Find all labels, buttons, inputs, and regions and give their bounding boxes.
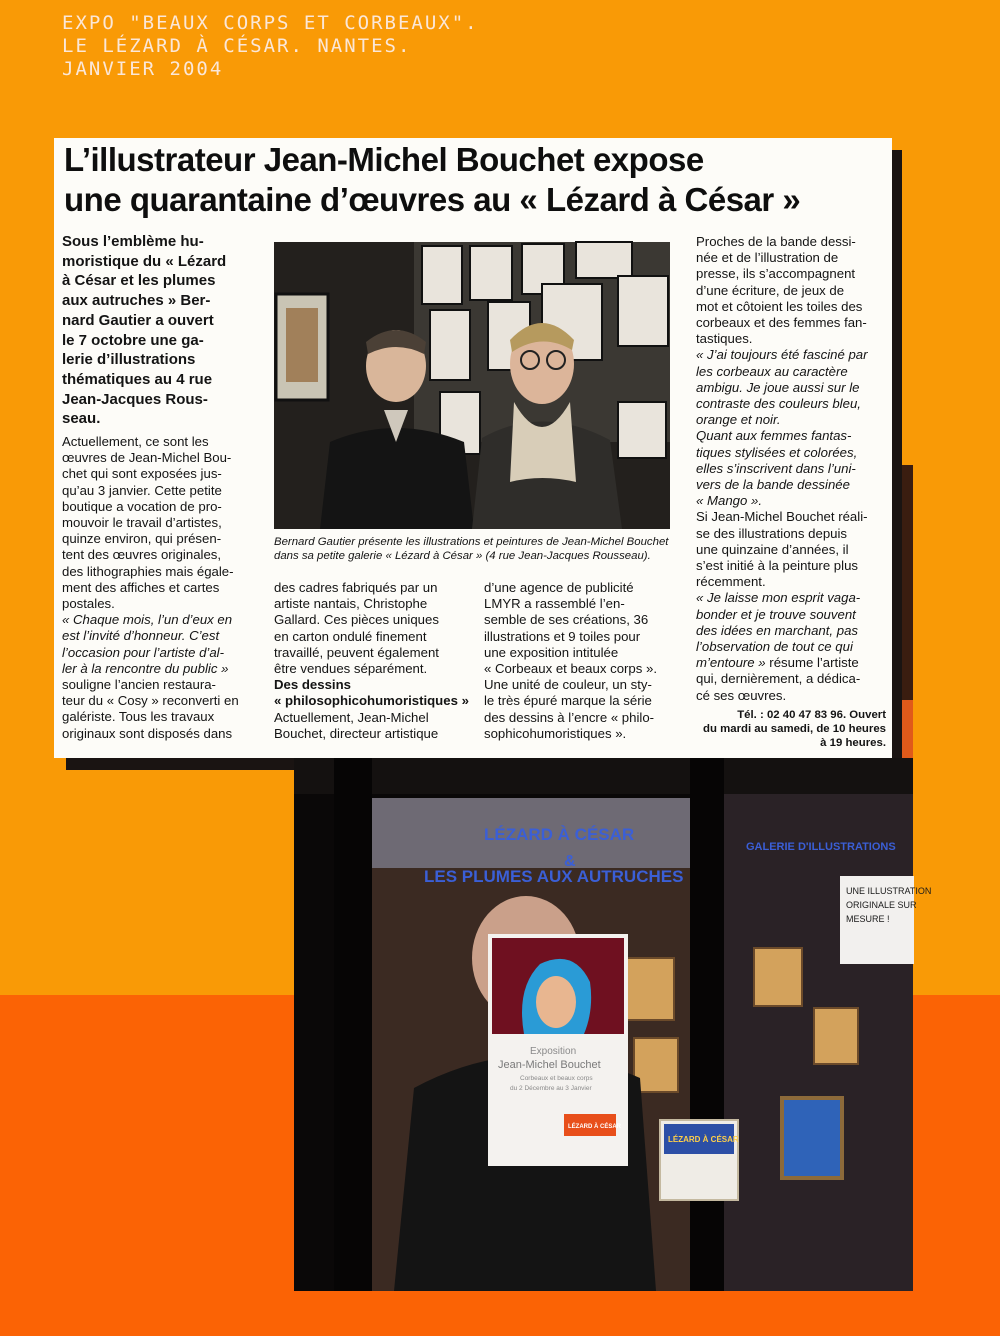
quote-line: l’occasion pour l’artiste d’al-: [62, 644, 224, 660]
text-line: postales.: [62, 596, 115, 612]
text-line: des lithographies mais égale-: [62, 563, 234, 579]
storefront-illustration: [294, 758, 932, 1291]
caption-line: LE LÉZARD À CÉSAR. NANTES.: [62, 35, 412, 57]
quote-line: « Je laisse mon esprit vaga-: [696, 590, 861, 606]
text-line: Bouchet, directeur artistique: [274, 725, 439, 741]
text-line: tastiques.: [696, 331, 753, 347]
quote-line: « Mango ».: [696, 493, 762, 509]
window-ampersand: &: [564, 853, 576, 870]
text-line: qui, dernièrement, a dédica-: [696, 671, 861, 687]
text-line: originaux sont disposés dans: [62, 725, 233, 741]
poster-dates: du 2 Décembre au 3 Janvier: [510, 1085, 592, 1092]
exhibition-caption: [62, 12, 662, 81]
text-line: « Corbeaux et beaux corps ».: [484, 661, 658, 677]
quote-line: orange et noir.: [696, 412, 781, 428]
poster-subtitle: Corbeaux et beaux corps: [520, 1075, 593, 1082]
text-line: mouvoir le travail d’artistes,: [62, 515, 222, 531]
text-line: ment des affiches et cartes: [62, 579, 220, 595]
notice-line: MESURE !: [846, 914, 890, 924]
lead-line: Sous l’emblème hu-: [62, 233, 204, 250]
photo-caption: [274, 535, 684, 563]
article-column-2: [274, 580, 470, 742]
quote-line: « J’ai toujours été fasciné par: [696, 347, 868, 363]
newspaper-clipping: [54, 138, 892, 758]
text-line: d’une écriture, de jeux de: [696, 282, 845, 298]
quote-line: vers de la bande dessinée: [696, 477, 850, 493]
lead-line: nard Gautier a ouvert: [62, 311, 214, 329]
headline-line: une quarantaine d’œuvres au « Lézard à César »: [64, 181, 801, 218]
text-line: presse, ils s’accompagnent: [696, 266, 856, 282]
text-line: corbeaux et des femmes fan-: [696, 315, 867, 331]
text-line: teur du « Cosy » reconverti en: [62, 693, 239, 709]
text-line: s’est initié à la peinture plus: [696, 558, 859, 574]
lead-line: le 7 octobre une ga-: [62, 331, 204, 349]
text-line: œuvres de Jean-Michel Bou-: [62, 450, 232, 466]
sign-logo: LÉZARD À CÉSAR: [668, 1135, 739, 1144]
poster-artist: Jean-Michel Bouchet: [498, 1059, 601, 1071]
text-line: quinze environ, qui présen-: [62, 531, 222, 547]
text-line: une exposition intitulée: [484, 644, 619, 660]
quote-line: ler à la rencontre du public »: [62, 660, 229, 676]
quote-line: tiques stylisées et colorées,: [696, 444, 858, 460]
lead-line: moristique du « Lézard: [62, 252, 227, 270]
text-line: Proches de la bande dessi-: [696, 234, 856, 249]
window-subtitle: LES PLUMES AUX AUTRUCHES: [424, 867, 684, 886]
headline-line: L’illustrateur Jean-Michel Bouchet expose: [64, 141, 704, 178]
text-line: qu’au 3 janvier. Cette petite: [62, 482, 222, 498]
article-column-1: [62, 434, 262, 742]
caption-line: dans sa petite galerie « Lézard à César » (4 rue Jean-Jacques Rousseau).: [274, 550, 651, 562]
subhead-line: Des dessins: [274, 677, 351, 693]
text-line: galériste. Tous les travaux: [62, 709, 215, 725]
text-line: Actuellement, ce sont les: [62, 434, 209, 449]
lead-line: lerie d’illustrations: [62, 351, 196, 369]
lead-line: seau.: [62, 410, 101, 428]
quote-line: Quant aux femmes fantas-: [696, 428, 852, 444]
text-line: LMYR a rassemblé l’en-: [484, 596, 625, 612]
contact-line: du mardi au samedi, de 10 heures: [703, 722, 886, 735]
text-line: illustrations et 9 toiles pour: [484, 628, 641, 644]
gallery-photo: [274, 242, 670, 529]
poster-title: Exposition: [530, 1046, 577, 1057]
lead-line: à César et les plumes: [62, 272, 216, 290]
text-line: résume l’artiste: [765, 655, 859, 671]
quote-line: l’observation de tout ce qui: [696, 639, 853, 655]
contact-line: à 19 heures.: [820, 736, 886, 749]
text-line: sophicohumoristiques ».: [484, 725, 627, 741]
window-title: LÉZARD À CÉSAR: [484, 825, 635, 844]
text-line: travaillé, peuvent également: [274, 644, 439, 660]
caption-line: Bernard Gautier présente les illustrations et peintures de Jean-Michel Bouchet: [274, 536, 669, 548]
text-line: Si Jean-Michel Bouchet réali-: [696, 509, 868, 525]
text-line: boutique a vocation de pro-: [62, 498, 222, 514]
text-line: Actuellement, Jean-Michel: [274, 709, 429, 725]
text-line: semble de ses créations, 36: [484, 612, 649, 628]
poster-logo: LÉZARD À CÉSAR: [568, 1124, 622, 1130]
notice-line: UNE ILLUSTRATION: [846, 886, 932, 896]
text-line: artiste nantais, Christophe: [274, 596, 428, 612]
lead-line: aux autruches » Ber-: [62, 292, 211, 310]
text-line: mot et côtoient les toiles des: [696, 298, 863, 314]
gallery-photo-illustration: [274, 242, 670, 529]
lead-line: Jean-Jacques Rous-: [62, 390, 208, 408]
article-column-3: [484, 580, 680, 742]
text-line: se des illustrations depuis: [696, 525, 848, 541]
subhead-line: « philosophicohumoristiques »: [274, 693, 469, 709]
caption-line: EXPO "BEAUX CORPS ET CORBEAUX".: [62, 12, 479, 34]
quote-line: les corbeaux au caractère: [696, 363, 848, 379]
contact-line: Tél. : 02 40 47 83 96. Ouvert: [737, 708, 886, 721]
text-line: Gallard. Ces pièces uniques: [274, 612, 439, 628]
article-column-4: [696, 234, 886, 750]
text-line: des cadres fabriqués par un: [274, 580, 438, 595]
text-line: chet qui sont exposées jus-: [62, 466, 222, 482]
notice-line: ORIGINALE SUR: [846, 900, 917, 910]
quote-line: des idées en marchant, pas: [696, 622, 859, 638]
text-line: d’une agence de publicité: [484, 580, 634, 595]
quote-line: m’entoure »: [696, 655, 766, 671]
text-line: tent des œuvres originales,: [62, 547, 222, 563]
article-lead: [62, 232, 262, 429]
article-headline: [64, 140, 884, 220]
text-line: une quinzaine d’années, il: [696, 541, 849, 557]
quote-line: elles s’inscrivent dans l’uni-: [696, 460, 856, 476]
right-window-text: GALERIE D'ILLUSTRATIONS: [746, 841, 896, 853]
text-line: être vendues séparément.: [274, 661, 428, 677]
text-line: le très épuré marque la série: [484, 693, 652, 709]
text-line: récemment.: [696, 574, 766, 590]
quote-line: ambigu. Je joue aussi sur le: [696, 379, 860, 395]
lead-line: thématiques au 4 rue: [62, 370, 213, 388]
caption-line: JANVIER 2004: [62, 58, 224, 80]
text-line: cé ses œuvres.: [696, 687, 787, 703]
text-line: en carton ondulé finement: [274, 628, 427, 644]
quote-line: bonder et je trouve souvent: [696, 606, 856, 622]
text-line: souligne l’ancien restaura-: [62, 677, 216, 693]
quote-line: contraste des couleurs bleu,: [696, 396, 861, 412]
storefront-photo: [294, 758, 932, 1291]
text-line: des dessins à l’encre « philo-: [484, 709, 655, 725]
quote-line: est l’invité d’honneur. C’est: [62, 628, 220, 644]
quote-line: « Chaque mois, l’un d’eux en: [62, 612, 233, 628]
text-line: née et de l’illustration de: [696, 250, 839, 266]
text-line: Une unité de couleur, un sty-: [484, 677, 652, 693]
